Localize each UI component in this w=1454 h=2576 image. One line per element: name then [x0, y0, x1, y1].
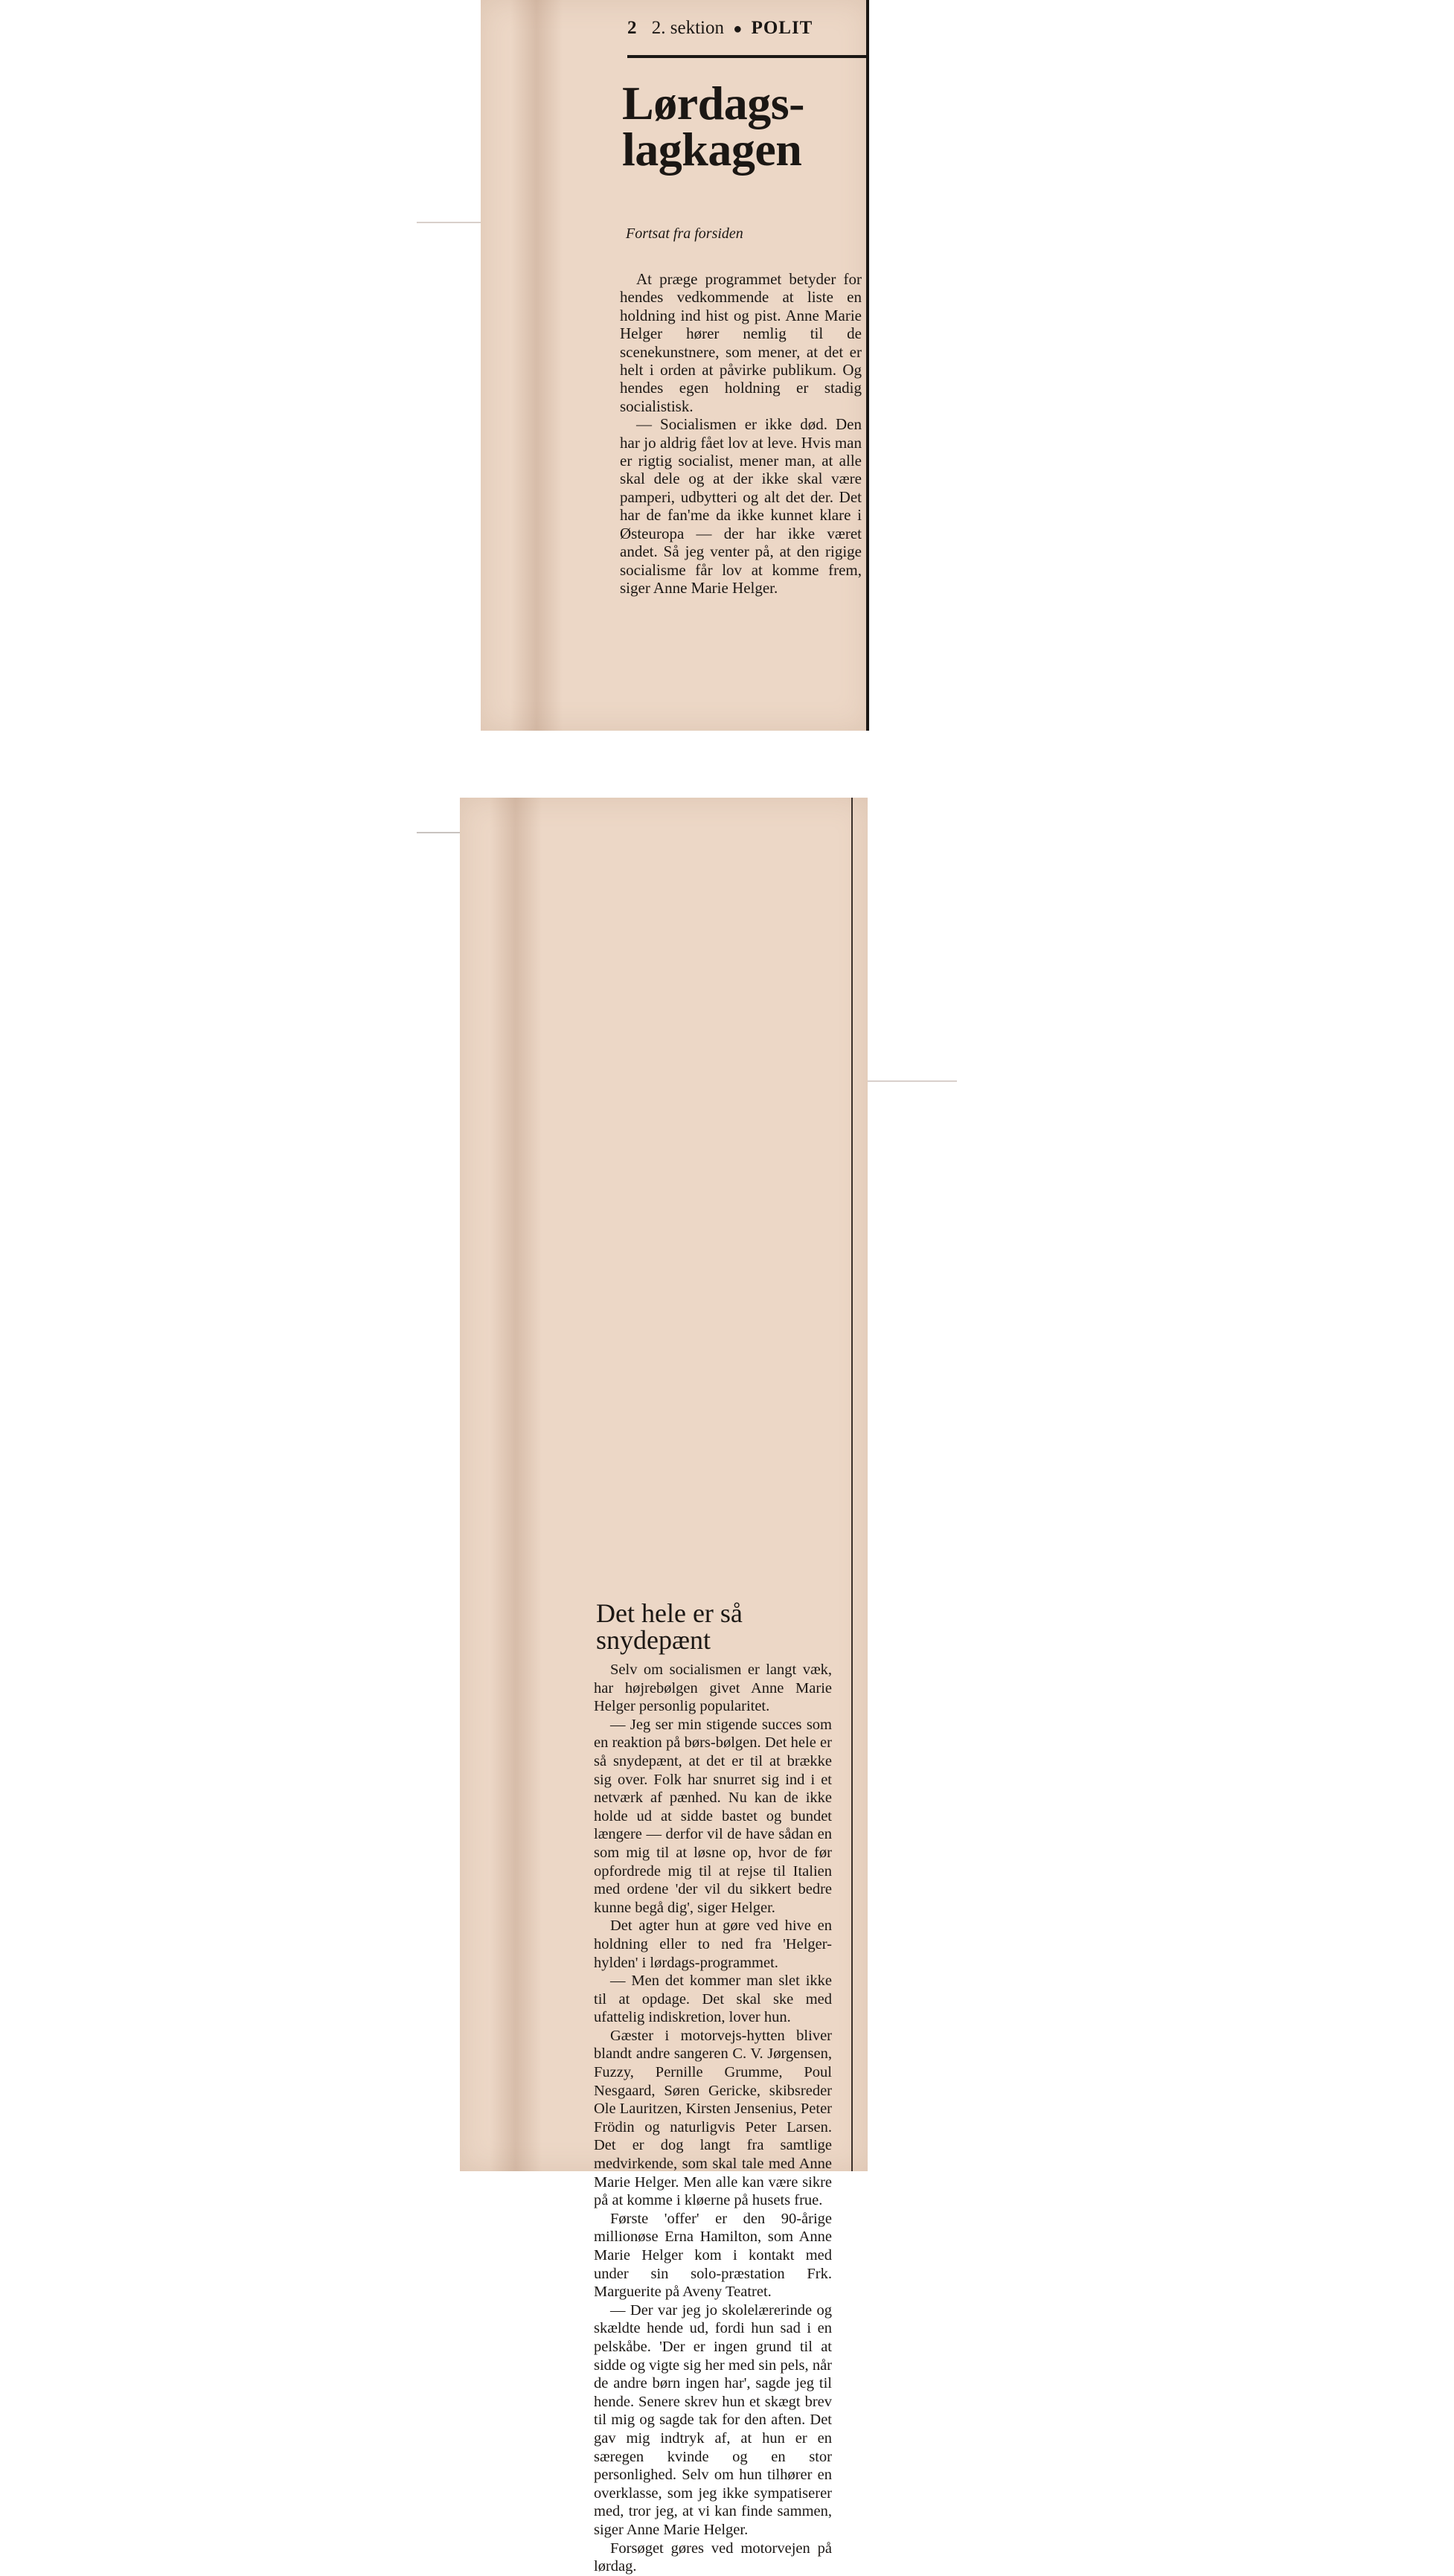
paragraph: — Socialismen er ikke død. Den har jo aldrig fået lov at leve. Hvis man er rigtig socialist, mener man, at alle skal dele og at der ikke skal være pamperi, udbytteri og alt det der. Det har de fan'me da ikke kunnet klare i Østeuropa — der har ikke været andet. Så jeg venter på, at den rigige socialisme får lov at komme frem, siger Anne Marie Helger.: [620, 415, 862, 597]
paragraph: — Jeg ser min stigende succes som en reaktion på børs-bølgen. Det hele er så snydepænt, at det er til at brække sig over. Folk har snurret sig ind i et netværk af pænhed. Nu kan de ikke holde ud at sidde bastet og bundet længere — derfor vil de have sådan en som mig til at løsne op, hvor de før opfordrede mig til at rejse til Italien med ordene 'der vil du sikkert bedre kunne begå dig', siger Helger.: [594, 1716, 832, 1916]
clipping-bottom: [460, 798, 868, 2575]
scan-artifact-line: [417, 832, 461, 833]
bullet-icon: ●: [733, 21, 743, 37]
scan-artifact-line: [417, 222, 484, 223]
paragraph: Selv om socialismen er langt væk, har højrebølgen givet Anne Marie Helger personlig popularitet.: [594, 1662, 832, 1715]
header-rule: [627, 55, 869, 58]
paragraph: Forsøget gøres ved motorvejen på lørdag.: [594, 2540, 832, 2575]
scan-artifact-line: [868, 1080, 957, 1082]
paper-fold-shadow: [490, 798, 542, 2171]
subheading: Det hele er så snydepænt: [596, 1598, 743, 1655]
page-number: 2: [627, 18, 637, 38]
page-header: [627, 18, 869, 48]
headline: Lørdags-lagkagen: [622, 77, 804, 176]
article-column-2: [594, 1661, 832, 2576]
paragraph: Det agter hun at gøre ved hive en holdning eller to ned fra 'Helger-hylden' i lørdags-programmet.: [594, 1917, 832, 1971]
byline: Fortsat fra forsiden: [626, 225, 743, 242]
paragraph: — Der var jeg jo skolelærerinde og skældte hende ud, fordi hun sad i en pelskåbe. 'Der er ingen grund til at sidde og vigte sig her med sin pels, når de andre børn ingen har', sagde jeg til hende. Senere skrev hun et skægt brev til mig og sagde tak for den aften. Det gav mig indtryk af, at hun er en særegen kvinde og en stor personlighed. Selv om hun tilhører en overklasse, som jeg ikke sympatiserer med, tror jeg, at vi kan finde sammen, siger Anne Marie Helger.: [594, 2301, 832, 2538]
section-name: POLIT: [751, 18, 813, 38]
column-rule: [851, 798, 853, 2171]
paragraph: Gæster i motorvejs-hytten bliver blandt andre sangeren C. V. Jørgensen, Fuzzy, Pernille Grumme, Poul Nesgaard, Søren Gericke, skibsreder Ole Lauritzen, Kirsten Jensenius, Peter Frödin og naturligvis Peter Larsen. Det er dog langt fra samtlige medvirkende, som skal tale med Anne Marie Helger. Men alle kan være sikre på at komme i kløerne på husets frue.: [594, 2027, 832, 2209]
paragraph: — Men det kommer man slet ikke til at opdage. Det skal ske med ufattelig indiskretion, lover hun.: [594, 1973, 832, 2026]
paragraph: At præge programmet betyder for hendes vedkommende at liste en holdning ind hist og pist. Anne Marie Helger hører nemlig til de scenekunstnere, som mener, at det er helt i orden at påvirke publikum. Og hendes egen holdning er stadig socialistisk.: [620, 270, 862, 415]
article-column-1: [620, 270, 862, 597]
paper-fold-shadow: [510, 0, 563, 731]
section-label: 2. sektion: [651, 18, 724, 38]
clipping-top: [481, 0, 869, 731]
paragraph: Første 'offer' er den 90-årige millionøse Erna Hamilton, som Anne Marie Helger kom i kontakt med under sin solo-præstation Frk. Marguerite på Aveny Teatret.: [594, 2210, 832, 2301]
